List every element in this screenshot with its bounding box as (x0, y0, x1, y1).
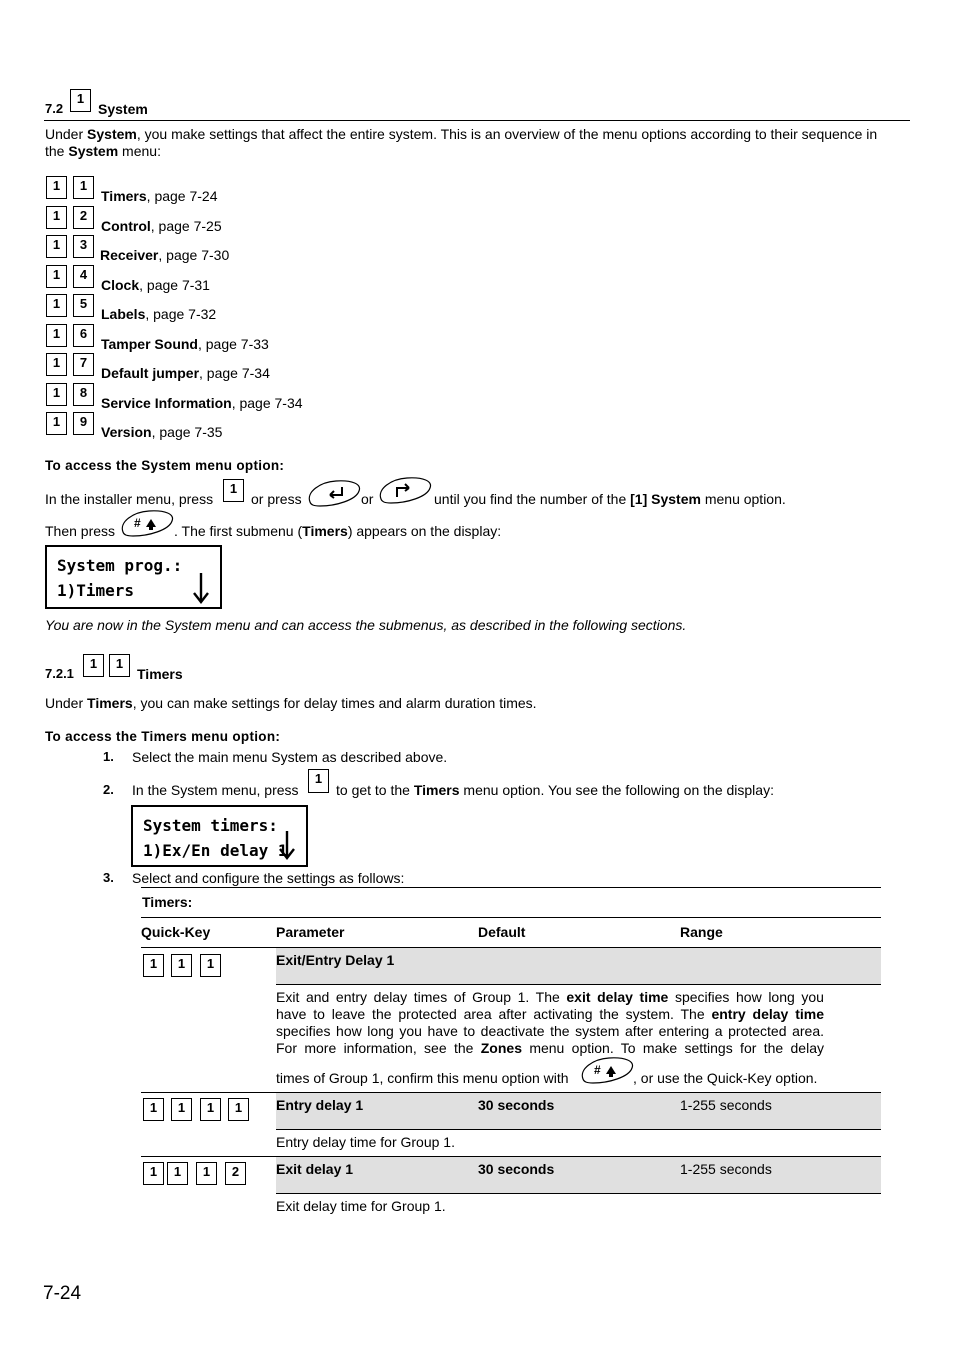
hash-enter-icon (119, 508, 175, 538)
svg-text:#: # (594, 1063, 601, 1077)
down-arrow-icon (279, 829, 295, 861)
row-2-shade-rule (276, 1129, 881, 1130)
table-caption: Timers: (142, 894, 193, 910)
menu-item-key-1: 1 (46, 235, 67, 258)
row-3-default: 30 seconds (478, 1161, 555, 1177)
row-2-key-4: 1 (228, 1098, 249, 1121)
arrow-forward-icon (377, 475, 433, 505)
key-1: 1 (223, 479, 244, 502)
menu-item-key-2: 9 (73, 412, 94, 435)
row-3-description: Exit delay time for Group 1. (276, 1198, 446, 1214)
col-header-default: Default (478, 924, 526, 940)
row-2-description: Entry delay time for Group 1. (276, 1134, 455, 1150)
menu-item-label: Receiver, page 7-30 (100, 247, 230, 263)
lcd2-line-2: 1)Ex/En delay 1 (143, 841, 288, 860)
menu-item-key-1: 1 (46, 383, 67, 406)
menu-item-key-2: 4 (73, 265, 94, 288)
menu-item-label: Control, page 7-25 (101, 218, 222, 234)
row-3-key-1: 1 (143, 1162, 164, 1185)
row-1-description (276, 989, 824, 1057)
intro-paragraph: Under System, you make settings that affect the entire system. This is an overview of the menu options according to their sequence in the System menu: (45, 126, 878, 159)
lcd-display-system (45, 545, 222, 609)
row-3-range: 1-255 seconds (680, 1161, 772, 1177)
menu-item-key-1: 1 (46, 176, 67, 199)
menu-item-key-1: 1 (46, 412, 67, 435)
step-1-number: 1. (103, 749, 114, 764)
menu-item-key-2: 1 (73, 176, 94, 199)
page-number: 7-24 (43, 1283, 82, 1304)
menu-item-key-2: 8 (73, 383, 94, 406)
row-2-range: 1-255 seconds (680, 1097, 772, 1113)
menu-item-key-2: 7 (73, 353, 94, 376)
section-title: System (98, 101, 148, 117)
lcd2-line-1: System timers: (143, 816, 278, 835)
arrow-back-icon (306, 478, 362, 508)
description-line: Exit and entry delay times of Group 1. The exit delay time specifies how long you (276, 989, 824, 1005)
row-1-shade-rule (276, 984, 881, 985)
subsection-title: Timers (137, 666, 183, 682)
menu-item-label: Timers, page 7-24 (101, 188, 218, 204)
access-line-2-start: Then press (45, 523, 116, 539)
step-2-text-b: to get to the Timers menu option. You see the following on the display: (336, 782, 774, 798)
section-rule (44, 120, 910, 121)
menu-item-label: Service Information, page 7-34 (101, 395, 303, 411)
row-3-shade-rule (276, 1193, 881, 1194)
step-3-text: Select and configure the settings as follows: (132, 870, 405, 886)
svg-text:#: # (134, 516, 141, 530)
access-line-2-end: . The first submenu (Timers) appears on the display: (174, 523, 502, 539)
description-line: specifies how long you have to deactivate the system after entering a protected area. (276, 1023, 824, 1039)
menu-item-label: Version, page 7-35 (101, 424, 223, 440)
col-header-range: Range (680, 924, 723, 940)
table-caption-rule (141, 917, 881, 918)
section-number: 7.2 (45, 101, 64, 116)
row-1-key-1: 1 (143, 954, 164, 977)
table-top-rule (141, 887, 881, 888)
row-2-shade (276, 1093, 881, 1129)
row-1-key-2: 1 (171, 954, 192, 977)
hash-enter-icon (579, 1055, 635, 1085)
menu-item-key-1: 1 (46, 324, 67, 347)
step-3-number: 3. (103, 870, 114, 885)
subsection-number: 7.2.1 (45, 666, 74, 681)
menu-item-key-1: 1 (46, 265, 67, 288)
access-line-1: In the installer menu, press (45, 491, 214, 507)
lcd-line-2: 1)Timers (57, 581, 135, 600)
col-header-parameter: Parameter (276, 924, 345, 940)
down-arrow-icon (193, 571, 209, 605)
description-line: have to leave the protected area after activating the system. The entry delay time (276, 1006, 824, 1022)
subsection-key-2: 1 (109, 654, 130, 677)
row-1-desc-last-b: , or use the Quick-Key option. (633, 1070, 818, 1086)
subsection-key-1: 1 (83, 654, 104, 677)
menu-item-key-2: 6 (73, 324, 94, 347)
lcd-line-1: System prog.: (57, 556, 183, 575)
access-heading: To access the System menu option: (45, 458, 285, 473)
menu-item-label: Clock, page 7-31 (101, 277, 210, 293)
row-1-key-3: 1 (200, 954, 221, 977)
menu-item-label: Tamper Sound, page 7-33 (101, 336, 269, 352)
timers-intro: Under Timers, you can make settings for delay times and alarm duration times. (45, 695, 537, 711)
menu-item-key-1: 1 (46, 353, 67, 376)
step-2-number: 2. (103, 782, 114, 797)
row-3-shade (276, 1157, 881, 1193)
menu-item-key-1: 1 (46, 206, 67, 229)
menu-item-key-2: 5 (73, 294, 94, 317)
italic-note: You are now in the System menu and can access the submenus, as described in the following sections. (45, 617, 687, 633)
menu-item-key-2: 2 (73, 206, 94, 229)
row-2-key-1: 1 (143, 1098, 164, 1121)
access-or: or (361, 491, 374, 507)
row-3-key-4: 2 (225, 1162, 246, 1185)
description-line: For more information, see the Zones menu option. To make settings for the delay (276, 1040, 824, 1056)
row-3-parameter: Exit delay 1 (276, 1161, 354, 1177)
row-2-default: 30 seconds (478, 1097, 555, 1113)
col-header-quickkey: Quick-Key (141, 924, 211, 940)
step-1-text: Select the main menu System as described above. (132, 749, 448, 765)
menu-item-key-1: 1 (46, 294, 67, 317)
row-3-key-2: 1 (167, 1162, 188, 1185)
row-1-parameter: Exit/Entry Delay 1 (276, 952, 395, 968)
row-2-parameter: Entry delay 1 (276, 1097, 364, 1113)
access-line-1-end: until you find the number of the [1] System menu option. (434, 491, 786, 507)
row-1-desc-last-a: times of Group 1, confirm this menu option with (276, 1070, 569, 1086)
step-2-text-a: In the System menu, press (132, 782, 299, 798)
timers-access-heading: To access the Timers menu option: (45, 729, 281, 744)
menu-item-key-2: 3 (73, 235, 94, 258)
menu-item-label: Labels, page 7-32 (101, 306, 217, 322)
lcd-display-timers (131, 805, 308, 867)
access-or-press: or press (251, 491, 302, 507)
section-key: 1 (70, 89, 91, 112)
menu-item-label: Default jumper, page 7-34 (101, 365, 270, 381)
row-3-key-3: 1 (196, 1162, 217, 1185)
row-2-key-2: 1 (171, 1098, 192, 1121)
row-2-key-3: 1 (200, 1098, 221, 1121)
step-2-key: 1 (308, 769, 329, 793)
